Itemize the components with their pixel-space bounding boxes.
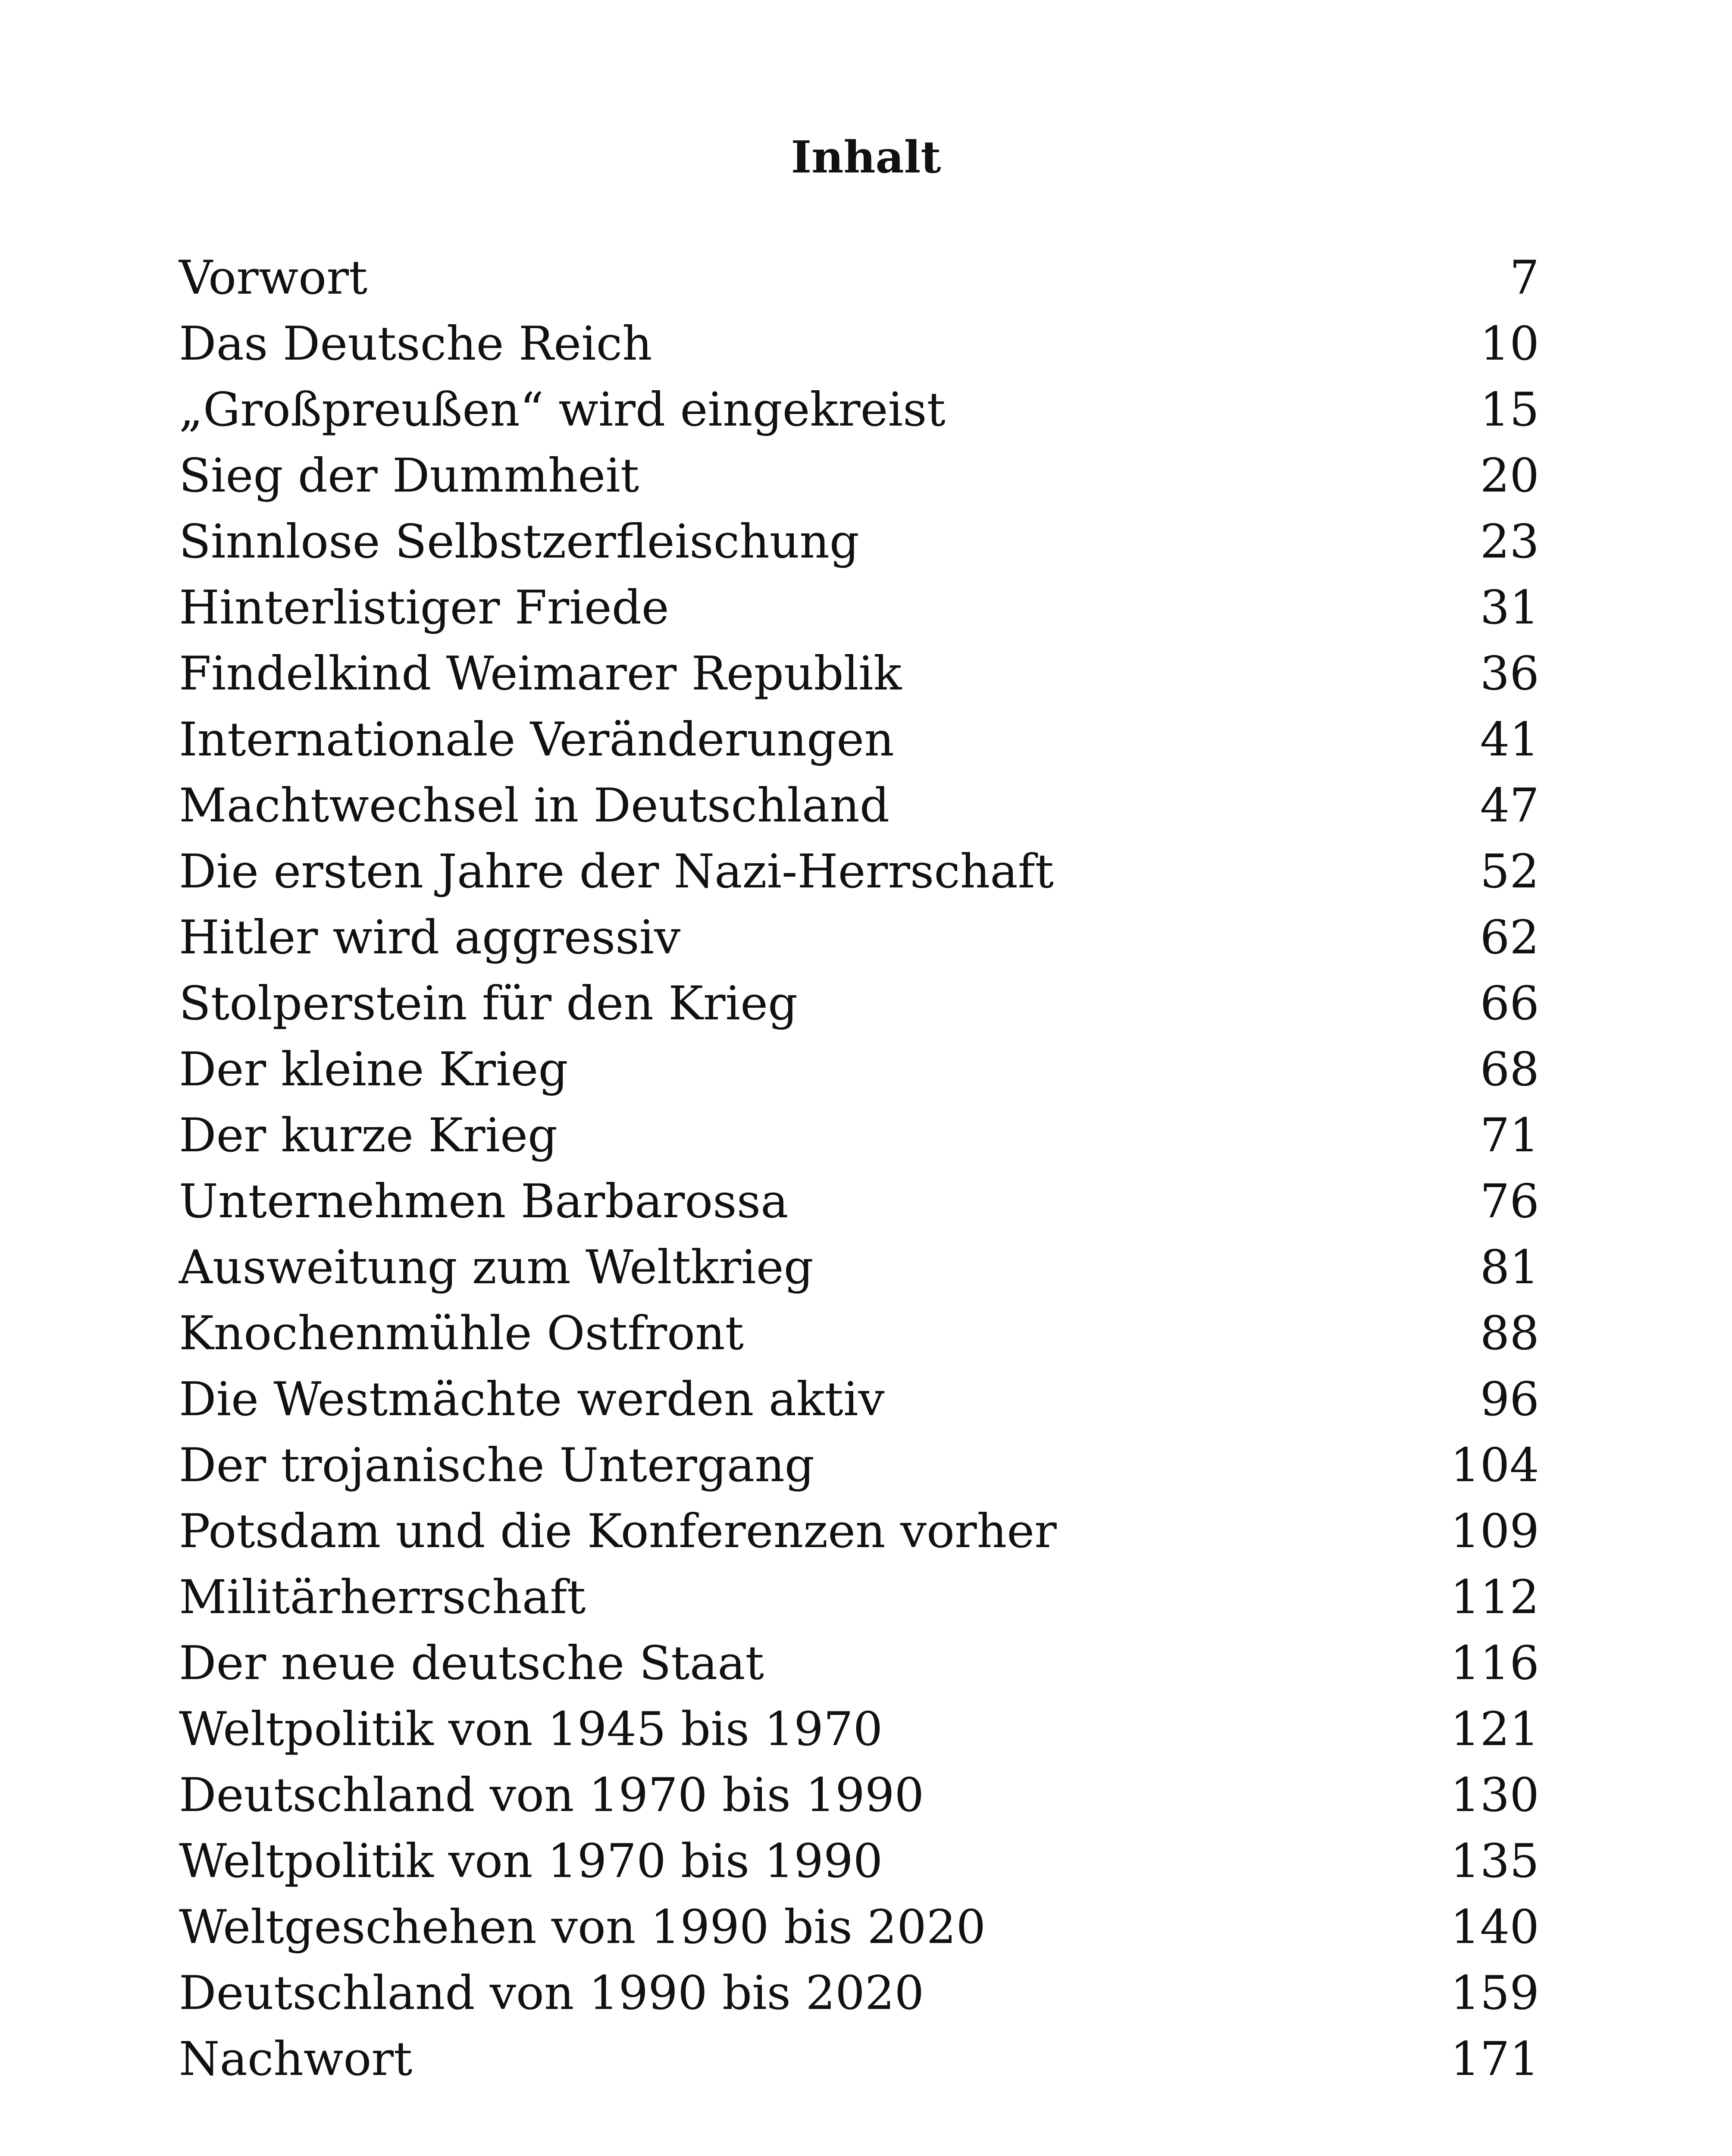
toc-entry-page-number: 23 xyxy=(1480,515,1539,569)
toc-entry-title: Sieg der Dummheit xyxy=(179,449,639,503)
toc-entry xyxy=(179,641,1539,707)
toc-entry xyxy=(179,1498,1539,1564)
toc-entry xyxy=(179,1960,1539,2026)
toc-entry xyxy=(179,773,1539,839)
toc-entry-title: Ausweitung zum Weltkrieg xyxy=(179,1241,814,1294)
page-title: Inhalt xyxy=(791,132,941,183)
toc-entry-page-number: 130 xyxy=(1450,1768,1539,1822)
toc-entry xyxy=(179,311,1539,377)
toc-entry-title: Der trojanische Untergang xyxy=(179,1438,814,1492)
toc-entry-page-number: 121 xyxy=(1450,1702,1539,1756)
toc-entry xyxy=(179,1894,1539,1960)
toc-entry-page-number: 62 xyxy=(1480,911,1539,965)
toc-entry-page-number: 47 xyxy=(1480,779,1539,833)
toc-entry-title: Der kleine Krieg xyxy=(179,1043,568,1097)
toc-entry-title: Der neue deutsche Staat xyxy=(179,1636,764,1690)
toc-entry-title: Weltpolitik von 1970 bis 1990 xyxy=(179,1834,883,1888)
toc-entry xyxy=(179,1169,1539,1235)
toc-entry-title: Knochenmühle Ostfront xyxy=(179,1307,744,1360)
table-of-contents xyxy=(179,245,1539,2092)
toc-entry-title: Die ersten Jahre der Nazi-Herrschaft xyxy=(179,845,1054,899)
toc-entry-page-number: 81 xyxy=(1480,1241,1539,1294)
toc-entry xyxy=(179,1300,1539,1366)
toc-entry-title: Findelkind Weimarer Republik xyxy=(179,647,902,701)
toc-entry-title: Militärherrschaft xyxy=(179,1570,586,1624)
toc-entry-page-number: 116 xyxy=(1450,1636,1539,1690)
toc-entry-title: Internationale Veränderungen xyxy=(179,713,894,767)
toc-entry xyxy=(179,1564,1539,1630)
toc-entry-page-number: 171 xyxy=(1450,2032,1539,2086)
toc-entry-page-number: 88 xyxy=(1480,1307,1539,1360)
toc-entry xyxy=(179,839,1539,905)
toc-entry-title: Stolperstein für den Krieg xyxy=(179,977,798,1031)
toc-entry-title: Hinterlistiger Friede xyxy=(179,581,669,635)
toc-entry xyxy=(179,575,1539,641)
toc-entry-page-number: 10 xyxy=(1480,317,1539,371)
toc-entry xyxy=(179,245,1539,311)
toc-entry xyxy=(179,1103,1539,1169)
toc-entry-title: Nachwort xyxy=(179,2032,413,2086)
toc-entry-title: Das Deutsche Reich xyxy=(179,317,652,371)
toc-entry-page-number: 41 xyxy=(1480,713,1539,767)
toc-entry xyxy=(179,1762,1539,1828)
toc-entry-title: Sinnlose Selbstzerfleischung xyxy=(179,515,859,569)
toc-entry-title: „Großpreußen“ wird eingekreist xyxy=(179,383,946,437)
toc-entry-page-number: 36 xyxy=(1480,647,1539,701)
toc-entry-title: Deutschland von 1970 bis 1990 xyxy=(179,1768,924,1822)
toc-entry-title: Vorwort xyxy=(179,251,368,305)
toc-entry-page-number: 66 xyxy=(1480,977,1539,1031)
toc-entry-page-number: 135 xyxy=(1450,1834,1539,1888)
toc-entry xyxy=(179,509,1539,575)
toc-entry-page-number: 112 xyxy=(1450,1570,1539,1624)
toc-entry xyxy=(179,1037,1539,1103)
toc-entry xyxy=(179,2026,1539,2092)
toc-entry xyxy=(179,443,1539,509)
toc-entry-page-number: 15 xyxy=(1480,383,1539,437)
toc-entry xyxy=(179,1366,1539,1432)
toc-entry-page-number: 7 xyxy=(1510,251,1539,305)
toc-entry xyxy=(179,971,1539,1037)
toc-entry xyxy=(179,905,1539,971)
toc-entry-title: Hitler wird aggressiv xyxy=(179,911,681,965)
toc-entry-title: Deutschland von 1990 bis 2020 xyxy=(179,1966,924,2020)
toc-entry xyxy=(179,707,1539,773)
toc-entry-page-number: 20 xyxy=(1480,449,1539,503)
toc-entry-title: Der kurze Krieg xyxy=(179,1109,558,1163)
toc-entry xyxy=(179,1630,1539,1696)
toc-entry-page-number: 71 xyxy=(1480,1109,1539,1163)
toc-entry-title: Potsdam und die Konferenzen vorher xyxy=(179,1504,1057,1558)
toc-entry-page-number: 76 xyxy=(1480,1175,1539,1228)
toc-entry xyxy=(179,1828,1539,1894)
toc-entry-title: Unternehmen Barbarossa xyxy=(179,1175,789,1228)
toc-entry xyxy=(179,1432,1539,1498)
toc-entry-page-number: 104 xyxy=(1450,1438,1539,1492)
toc-entry xyxy=(179,1235,1539,1300)
toc-entry-page-number: 96 xyxy=(1480,1373,1539,1426)
toc-entry-title: Machtwechsel in Deutschland xyxy=(179,779,890,833)
toc-entry-page-number: 140 xyxy=(1450,1900,1539,1954)
toc-entry-title: Weltpolitik von 1945 bis 1970 xyxy=(179,1702,883,1756)
toc-entry-title: Die Westmächte werden aktiv xyxy=(179,1373,885,1426)
toc-entry-page-number: 31 xyxy=(1480,581,1539,635)
toc-entry xyxy=(179,1696,1539,1762)
toc-entry-title: Weltgeschehen von 1990 bis 2020 xyxy=(179,1900,986,1954)
toc-entry-page-number: 68 xyxy=(1480,1043,1539,1097)
toc-entry-page-number: 52 xyxy=(1480,845,1539,899)
toc-entry-page-number: 109 xyxy=(1450,1504,1539,1558)
toc-entry xyxy=(179,377,1539,443)
toc-entry-page-number: 159 xyxy=(1450,1966,1539,2020)
